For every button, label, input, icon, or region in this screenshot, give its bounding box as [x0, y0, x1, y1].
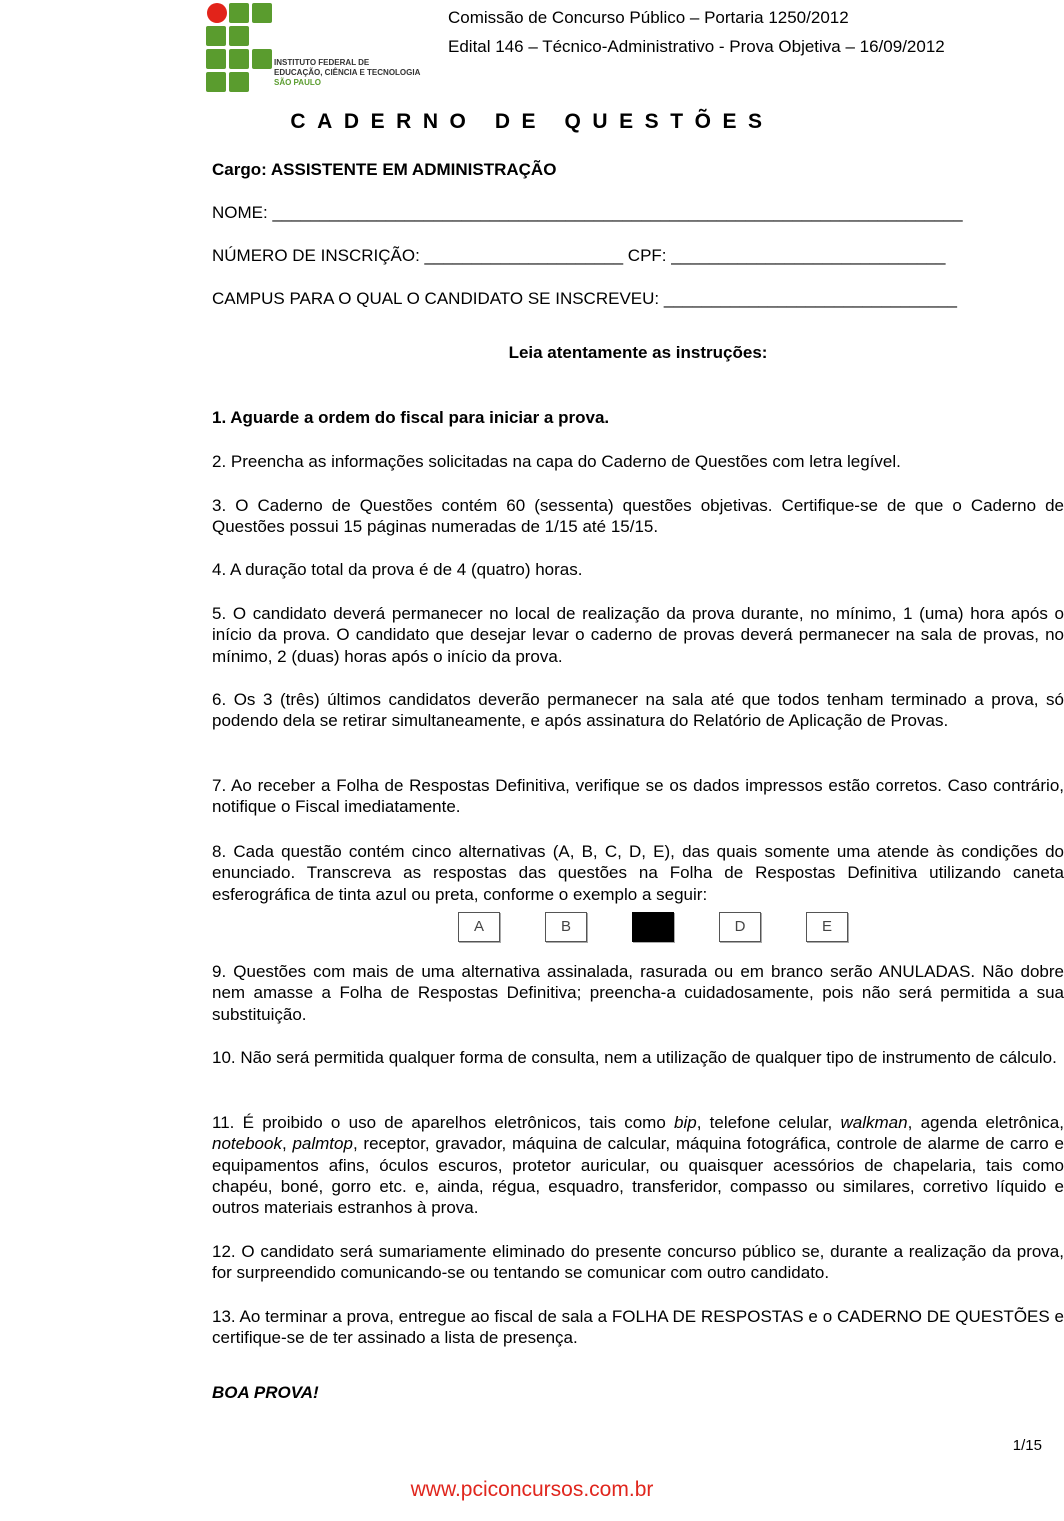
instructions-heading: Leia atentamente as instruções:: [508, 343, 768, 362]
instruction-10: 10. Não será permitida qualquer forma de consulta, nem a utilização de qualquer tipo de instrumento de cálculo.: [212, 1048, 1057, 1067]
logo-text: INSTITUTO FEDERAL DE EDUCAÇÃO, CIÊNCIA E TECNOLOGIA SÃO PAULO: [274, 58, 421, 87]
logo-grid-icon: [205, 2, 275, 94]
answer-box-a: A: [458, 912, 500, 942]
instruction-2: 2. Preencha as informações solicitadas na capa do Caderno de Questões com letra legível.: [212, 452, 901, 471]
instruction-6: 6. Os 3 (três) últimos candidatos deverão permanecer na sala até que todos tenham terminado a prova, só podendo dela se retirar simultaneamente, e após assinatura do Relatório de Aplicação de Provas.: [212, 690, 1064, 731]
answer-box-e: E: [806, 912, 848, 942]
answer-example: [458, 912, 858, 944]
instruction-4: 4. A duração total da prova é de 4 (quatro) horas.: [212, 560, 583, 579]
page-title: CADERNO DE QUESTÕES: [290, 110, 774, 133]
footer-url-link[interactable]: www.pciconcursos.com.br: [410, 1478, 654, 1501]
instruction-9: 9. Questões com mais de uma alternativa assinalada, rasurada ou em branco serão ANULADAS. Não dobre nem amasse a Folha de Respostas Definitiva; preencha-a cuidadosamente, pois não será permitida a sua substituição.: [212, 962, 1064, 1024]
closing-text: BOA PROVA!: [212, 1383, 319, 1402]
instruction-12: 12. O candidato será sumariamente eliminado do presente concurso público se, durante a realização da prova, for surpreendido comunicando-se ou tentando se comunicar com outro candidato.: [212, 1242, 1064, 1283]
name-field[interactable]: NOME: _________________________________________________________________________: [212, 203, 963, 222]
header-commission: Comissão de Concurso Público – Portaria 1250/2012: [448, 8, 849, 27]
page-number: 1/15: [1012, 1437, 1042, 1454]
answer-box-b: B: [545, 912, 587, 942]
campus-field[interactable]: CAMPUS PARA O QUAL O CANDIDATO SE INSCREVEU: _______________________________: [212, 289, 957, 308]
instruction-13: 13. Ao terminar a prova, entregue ao fiscal de sala a FOLHA DE RESPOSTAS e o CADERNO DE QUESTÕES e certifique-se de ter assinado a lista de presença.: [212, 1307, 1064, 1348]
registration-cpf-field[interactable]: NÚMERO DE INSCRIÇÃO: _____________________ CPF: _____________________________: [212, 246, 946, 265]
cargo-label: Cargo: ASSISTENTE EM ADMINISTRAÇÃO: [212, 160, 557, 179]
instruction-7: 7. Ao receber a Folha de Respostas Definitiva, verifique se os dados impressos estão corretos. Caso contrário, notifique o Fiscal imediatamente.: [212, 776, 1064, 817]
answer-box-c-filled: [632, 912, 674, 942]
instruction-3: 3. O Caderno de Questões contém 60 (sessenta) questões objetivas. Certifique-se de que o Caderno de Questões possui 15 páginas numeradas de 1/15 até 15/15.: [212, 496, 1064, 537]
answer-box-d: D: [719, 912, 761, 942]
instruction-8: 8. Cada questão contém cinco alternativas (A, B, C, D, E), das quais somente uma atende às condições do enunciado. Transcreva as respostas das questões na Folha de Respostas Definitiva utilizando caneta esferográfica de tinta azul ou preta, conforme o exemplo a seguir:: [212, 842, 1064, 904]
instruction-11: 11. É proibido o uso de aparelhos eletrônicos, tais como bip, telefone celular, walkman, agenda eletrônica, notebook, palmtop, receptor, gravador, máquina de calcular, máquina fotográfica, controle de alarme de carro e equipamentos afins, óculos escuros, protetor auricular, ou quaisquer acessórios de chapelaria, tais como chapéu, boné, gorro etc. e, ainda, régua, esquadro, transferidor, compasso ou similares, corretivo líquido e outros materiais estranhos à prova.: [212, 1113, 1064, 1218]
institution-logo: [205, 2, 445, 94]
instruction-5: 5. O candidato deverá permanecer no local de realização da prova durante, no mínimo, 1 (uma) hora após o início da prova. O candidato que desejar levar o caderno de provas deverá permanecer na sala de provas, no mínimo, 2 (duas) horas após o início da prova.: [212, 604, 1064, 666]
header-edital: Edital 146 – Técnico-Administrativo - Prova Objetiva – 16/09/2012: [448, 37, 945, 56]
instruction-1: 1. Aguarde a ordem do fiscal para iniciar a prova.: [212, 408, 610, 427]
